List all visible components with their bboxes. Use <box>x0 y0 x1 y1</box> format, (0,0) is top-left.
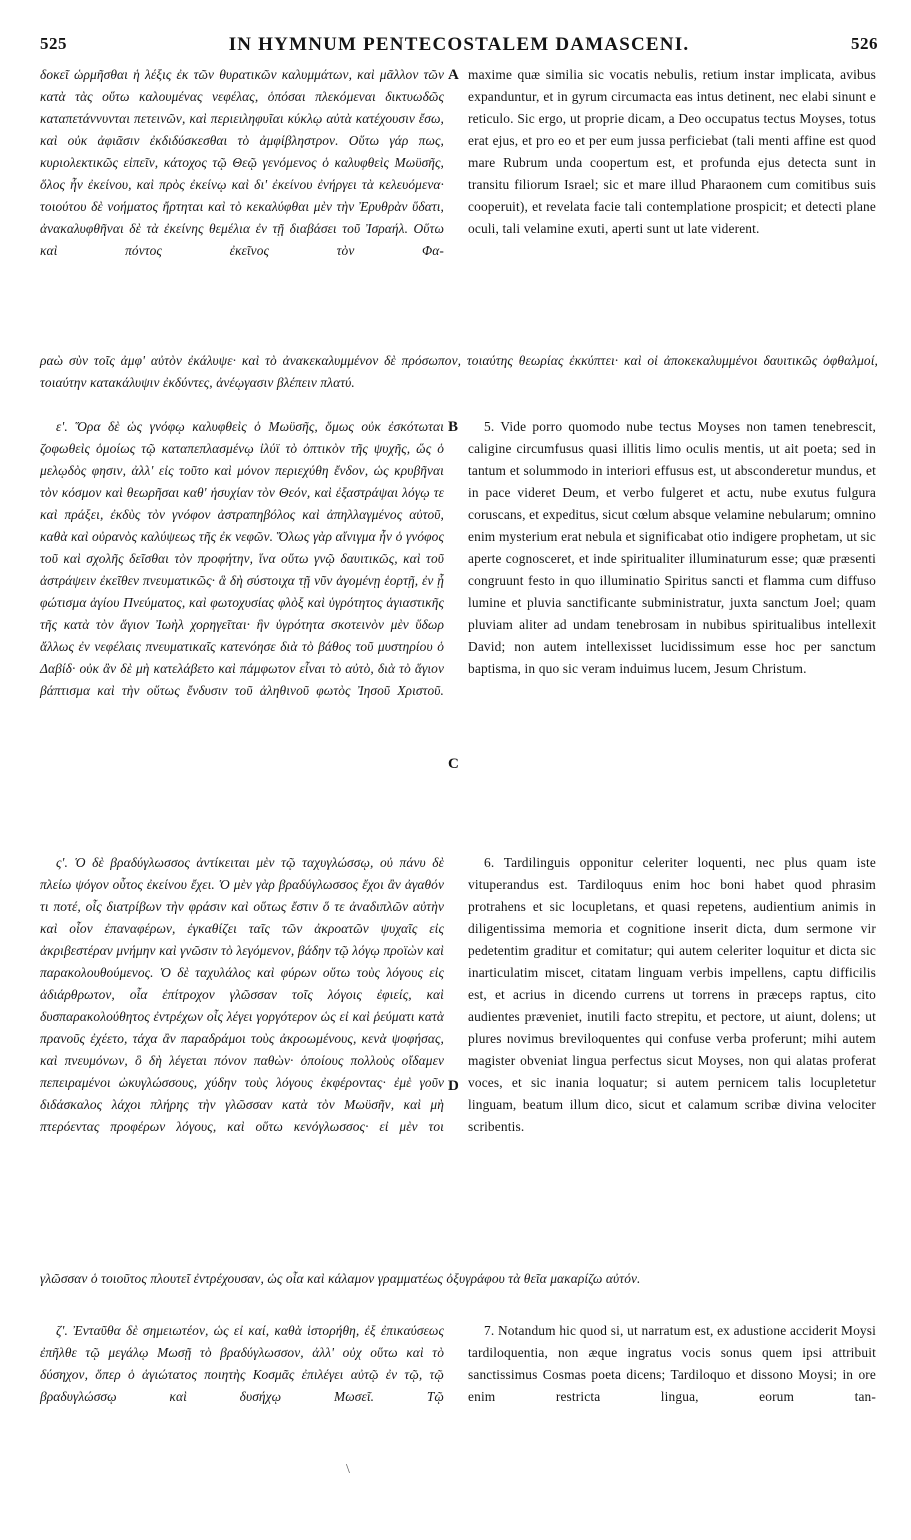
footer-mark: \ <box>346 1462 350 1477</box>
margin-letter-b: B <box>448 419 459 435</box>
greek-spanning-continuation: ραὼ σὺν τοῖς ἀμφ' αὐτὸν ἐκάλυψε· καὶ τὸ ἀνακεκαλυμμένον δὲ πρόσωπον, τοιαύτης θεωρίας ἐκκύπτει· καὶ οἱ ἀποκεκαλυμμένοι δαυιτικῶς ὀφθαλμοί, τοιαύτην κατακάλυψιν ἐκδύντες, ἀνέῳγασιν βλέπειν πλατύ. <box>40 353 878 390</box>
margin-letter-a: A <box>448 67 459 83</box>
margin-letter-d: D <box>448 1078 459 1094</box>
latin-paragraph-4-end: maxime quæ similia sic vocatis nebulis, retium instar implicata, avibus expanduntur, et in gyrum circumacta eas intus detinent, nec elabi sinunt e reticulo. Sic ergo, ut proprie dicam, a Deo occupatus tectus Moyses, totus erat ejus, et pro eo et per eum jussa perficiebat (tali menti affine est quod mare Rubrum unda coopertum est, et profunda ejus detecta sunt in transitu filiorum Israel; sic et mare illud Pharaonem cum comitibus suis cooperuit), et revelata facie tali contemplatione prospicit; et detecti plane oculi, tali velamine exuti, aperti sunt ut late viderent. <box>468 67 876 236</box>
running-title: IN HYMNUM PENTECOSTALEM DAMASCENI. <box>228 34 690 55</box>
latin-paragraph-7: 7. Notandum hic quod si, ut narratum est, ex adustione acciderit Moysi tardiloquentia, non æque ingratus vocis sonus quem ipsi attribuit sanctissimus Cosmas poeta dicens; Tardiloquo et dissono Moysi; in ore enim restricta lingua, eorum tan- <box>468 1323 876 1404</box>
left-page-number: 525 <box>40 34 67 53</box>
right-page-number: 526 <box>851 34 878 53</box>
margin-letter-c: C <box>448 756 459 772</box>
greek-paragraph-6: ς'. Ὁ δὲ βραδύγλωσσος ἀντίκειται μὲν τῷ ταχυγλώσσῳ, οὐ πάνυ δὲ πλείω ψόγον οὗτος ἐκείνου ἔχει. Ὁ μὲν γὰρ βραδύγλωσσος ἔχοι ἂν ἀγαθόν τι ποτέ, οἷς διατρίβων τὴν φράσιν καὶ οὕτως ἔστιν ὅ τε ἀναδιπλῶν αὐτὴν καὶ οἷον ἐπαναφέρων, ἐγκαθίζει ταῖς τῶν ἀκροατῶν ψυχαῖς εἰς ἀκριβεστέραν μνήμην καὶ γνῶσιν τὸ λεγόμενον, βάδην τῷ λόγῳ προϊὼν καὶ παρακολουθούμενος. Ὁ δὲ ταχυλάλος καὶ φύρων οὕτω τοὺς λόγους εἰς ἀδιάρθρωτον, οἷα ἐπίτροχον γλῶσσαν τοῖς λόγοις ἐφιείς, καὶ δυσπαρακολούθητος ἐντρέχων οἷς λέγει γοργότερον ὡς εἰ καὶ ῥεύματι κατὰ πρανοῦς ἐχέετο, τάχα ἂν παραδράμοι τοὺς ἀκροωμένους, κενὰ ψοφήσας, καὶ πνευμόνων, ὃ δὴ λέγεται πόνον παθὼν· ὁποίους πολλοὺς οἴδαμεν πεπειραμένοι ὠκυγλώσσους, χύδην τοὺς λόγους ἐκφέροντας· ἐμὲ γοῦν διδάσκαλος λάχοι πλήρης τὴν γλῶσσαν κατὰ τὸν Μωϋσῆν, καὶ μὴ πτερόεντας προφέρων λόγους, καὶ οὕτω κενόγλωσσος· εἰ μὲν τοι <box>40 855 444 1134</box>
greek-paragraph-7: ζ'. Ἐνταῦθα δὲ σημειωτέον, ὡς εἰ καί, καθὰ ἱστορήθη, ἐξ ἐπικαύσεως ἐπῆλθε τῷ μεγάλῳ Μωσῇ τὸ βραδύγλωσσον, ἀλλ' οὐχ οὕτω καὶ τὸ δύσηχον, ὅπερ ὁ ἁγιώτατος ποιητὴς Κοσμᾶς ἐπιλέγει αὐτῷ ἐν τῷ, τῷ βραδυγλώσσῳ καὶ δυσήχῳ Μωσεῖ. Τῷ <box>40 1323 444 1404</box>
greek-spanning-continuation-2: γλῶσσαν ὁ τοιοῦτος πλουτεῖ ἐντρέχουσαν, ὡς οἷα καὶ κάλαμον γραμματέως ὀξυγράφου τὰ θεῖα μακαρίζω αὐτόν. <box>40 1271 641 1286</box>
greek-paragraph-5: ε'. Ὅρα δὲ ὡς γνόφῳ καλυφθεὶς ὁ Μωϋσῆς, ὅμως οὐκ ἐσκότωται ζοφωθεὶς ὁμοίως τῷ καταπεπλασμένῳ ἰλύϊ τὸ ὀπτικὸν τῆς ψυχῆς, ὥς ὁ μελῳδὸς φησιν, ἀλλ' εἰς τοῦτο καὶ μόνον περιεχύθη ἔνδον, ὡς κρυβῆναι τὸν κόσμον καὶ θεωρῆσαι καθ' ἡσυχίαν τὸν Θεόν, καὶ ἐξαστράψαι λόγῳ τε καὶ πράξει, ἐκδὺς τὸν γνόφον ἀστραπηβόλος καὶ ἀπηλλαγμένος αὐτοῦ, καθὰ καὶ οὐρανὸς καλύψεως τῆς ἐκ νεφῶν. Ὅλως γὰρ αἴνιγμα ἦν ὁ γνόφος τοῦ καὶ σχολῆς δεῖσθαι τὸν προφήτην, ἵνα οὕτω γνῷ δαυιτικῶς, καὶ τοῦ ἀστράψειν ἐκεῖθεν πνευματικῶς· ἃ δὴ σύστοιχα τῇ νῦν ἀγομένῃ ἑορτῇ, ἐν ᾗ φώτισμα ἁγίου Πνεύματος, καὶ φωτοχυσίας φλὸξ καὶ ὑγρότητος ἁγιαστικῆς τῆς κατὰ τὸν ἅγιον Ἰωὴλ χορηγεῖται· ἣν ὑγρότητα σκοτεινὸν μὲν ὕδωρ ἄλλως ἐν νεφέλαις πνευματικαῖς κατενόησε διὰ τὸ βάθος τοῦ μυστηρίου ὁ Δαβίδ· οὐκ ἂν δὲ μὴ κατελάβετο καὶ πάμφωτον εἶναι τὸ αὐτὸ, διὰ τὸ ἅγιον βάπτισμα καὶ τὴν οὕτως ἔνδυσιν τοῦ ἀληθινοῦ φωτὸς Ἰησοῦ Χριστοῦ. <box>40 419 444 698</box>
latin-paragraph-5: 5. Vide porro quomodo nube tectus Moyses non tamen tenebrescit, caligine circumfusus quasi illitis limo oculis mentis, ut ait poeta; sed in tantum et solummodo in interiori effusus est, ut absconderetur mundus, et in pace videret Deum, et verbo fulgeret et actu, nube exutus fulgura coruscans, et expeditus, sicut cœlum absque velamine nebularum; omnino enim mysterium erat nebula et significabat otio indigere prophetam, ut sic aperte cognosceret, et inde spiritualiter illuminaturum esse; quæ præsenti congruunt festo in quo illuminatio Spiritus sancti et flamma cum diffuso lumine et pluvia sanctificante subministratur, juxta sanctum Joel; quam pluviam aliter ad undam tenebrosam in nubibus spiritualibus intellexit David; non autem intellexisset lucidissimum esse hoc per sanctum baptisma, in quo sic veram induimus lucem, Jesum Christum. <box>468 419 876 676</box>
latin-paragraph-6: 6. Tardilinguis opponitur celeriter loquenti, nec plus quam iste vituperandus est. Tardiloquus enim hoc boni habet quod phrasim protrahens et sic locupletans, et quasi repetens, audientium animis in diligentissima memoria et cognitione inserit dicta, dum sermone vir pedetentim graditur et comitatur; qui autem celeriter loquitur et dicta sic inarticulatim miscet, citatam linguam verbis impellens, captu difficilis est, et acrius in dicendo currens ut torrens in præceps raptus, cito audientes præveniet, inutili facto strepitu, et pectore, ut aiunt, dolens; ut plures novimus breviloquentes qui confuse verba proferunt; mihi autem magister obveniat lingua perfectus sicut Moyses, non qui alatas proferat voces, et sic inania loquatur; si autem pernicem talis locupletetur linguam, beatum illum dico, sicut et calamum scribæ divina velociter scribentis. <box>468 855 876 1134</box>
greek-paragraph-4-end: δοκεῖ ὡρμῆσθαι ἡ λέξις ἐκ τῶν θυρατικῶν καλυμμάτων, καὶ μᾶλλον τῶν κατὰ τὰς οὕτω καλουμένας νεφέλας, ὁπόσαι πλεκόμεναι δικτυωδῶς καταπετάννυνται πετεινῶν, καὶ περιειληφυῖαι κύκλῳ αὐτὰ κατέχουσιν ἔσω, καὶ οὐκ ἀφιᾶσιν ἐκδιδύσκεσθαι τὸ ἀμφίβληστρον. Οὕτω γάρ πως, κυριολεκτικῶς εἰπεῖν, κάτοχος τῷ Θεῷ γενόμενος ὁ καλυφθεὶς Μωϋσῆς, ὅλος ἦν ἐκείνου, καὶ πρὸς ἐκείνῳ καὶ δι' ἐκείνου ἐνήργει τὰ κελευόμενα· τοιούτου δὲ νοήματος ἤρτηται καὶ τὸ κεκαλύφθαι μὲν τὴν Ἐρυθρὰν ὕδατι, ἀνακαλυφθῆναι δὲ τὰ ἐκείνης θεμέλια ἐν τῇ διαβάσει τοῦ Ἰσραήλ. Οὕτω καὶ πόντος ἐκεῖνος τὸν Φα- <box>40 67 444 258</box>
running-header <box>40 34 878 58</box>
